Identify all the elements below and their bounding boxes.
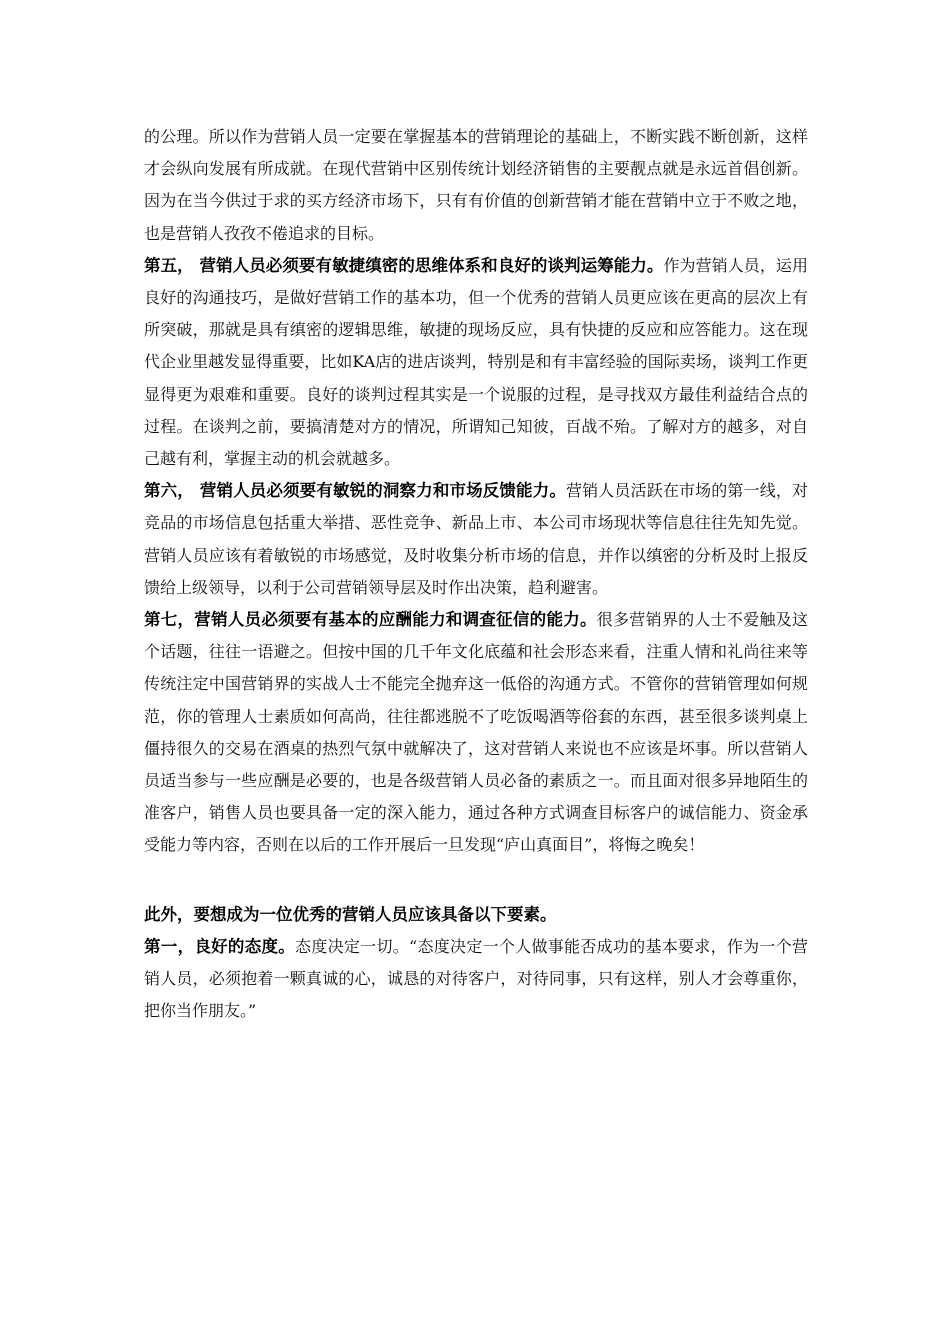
paragraph-body: 态度决定一切。“态度决定一个人做事能否成功的基本要求，作为一个营销人员，必须抱着一颗真诚的心，诚恳的对待客户，对待同事，只有这样，别人才会尊重你，把你当作朋友。” <box>144 936 808 1021</box>
paragraph-lead: 第七，营销人员必须要有基本的应酬能力和调查征信的能力。 <box>144 610 597 630</box>
paragraph-lead: 第五， 营销人员必须要有敏捷缜密的思维体系和良好的谈判运筹能力。 <box>144 255 664 275</box>
paragraph-point-five <box>144 250 808 475</box>
paragraph-point-one <box>144 931 808 1028</box>
paragraph-intro <box>144 121 808 250</box>
document-body <box>144 121 808 1027</box>
paragraph-lead: 第一，良好的态度。 <box>144 936 296 956</box>
section-heading: 此外，要想成为一位优秀的营销人员应该具备以下要素。 <box>144 904 557 924</box>
paragraph-body: 营销人员活跃在市场的第一线，对竞品的市场信息包括重大举措、恶性竞争、新品上市、本公司市场现状等信息往往先知先觉。营销人员应该有着敏锐的市场感觉，及时收集分析市场的信息，并作以缜密的分析及时上报反馈给上级领导，以利于公司营销领导层及时作出决策，趋利避害。 <box>144 481 808 597</box>
paragraph-lead: 第六， 营销人员必须要有敏锐的洞察力和市场反馈能力。 <box>144 481 566 501</box>
paragraph-body: 的公理。所以作为营销人员一定要在掌握基本的营销理论的基础上，不断实践不断创新，这样才会纵向发展有所成就。在现代营销中区别传统计划经济销售的主要靓点就是永远首倡创新。因为在当今供过于求的买方经济市场下，只有有价值的创新营销才能在营销中立于不败之地，也是营销人孜孜不倦追求的目标。 <box>144 127 808 243</box>
paragraph-point-six <box>144 475 808 604</box>
paragraph-body: 很多营销界的人士不爱触及这个话题，往往一语避之。但按中国的几千年文化底蕴和社会形态来看，注重人情和礼尚往来等传统注定中国营销界的实战人士不能完全抛弃这一低俗的沟通方式。不管你的营销管理如何规范，你的管理人士素质如何高尚，往往都逃脱不了吃饭喝酒等俗套的东西，甚至很多谈判桌上僵持很久的交易在酒桌的热烈气氛中就解决了，这对营销人来说也不应该是坏事。所以营销人员适当参与一些应酬是必要的，也是各级营销人员必备的素质之一。而且面对很多异地陌生的准客户，销售人员也要具备一定的深入能力，通过各种方式调查目标客户的诚信能力、资金承受能力等内容，否则在以后的工作开展后一旦发现“庐山真面目”，将悔之晚矣！ <box>144 610 808 855</box>
paragraph-point-seven <box>144 604 808 862</box>
section-spacer <box>144 862 808 899</box>
paragraph-body: 作为营销人员，运用良好的沟通技巧，是做好营销工作的基本功，但一个优秀的营销人员更应该在更高的层次上有所突破，那就是具有缜密的逻辑思维，敏捷的现场反应，具有快捷的反应和应答能力。这在现代企业里越发显得重要，比如KA店的进店谈判，特别是和有丰富经验的国际卖场，谈判工作更显得更为艰难和重要。良好的谈判过程其实是一个说服的过程，是寻找双方最佳利益结合点的过程。在谈判之前，要搞清楚对方的情况，所谓知己知彼，百战不殆。了解对方的越多，对自己越有利，掌握主动的机会就越多。 <box>144 255 808 469</box>
